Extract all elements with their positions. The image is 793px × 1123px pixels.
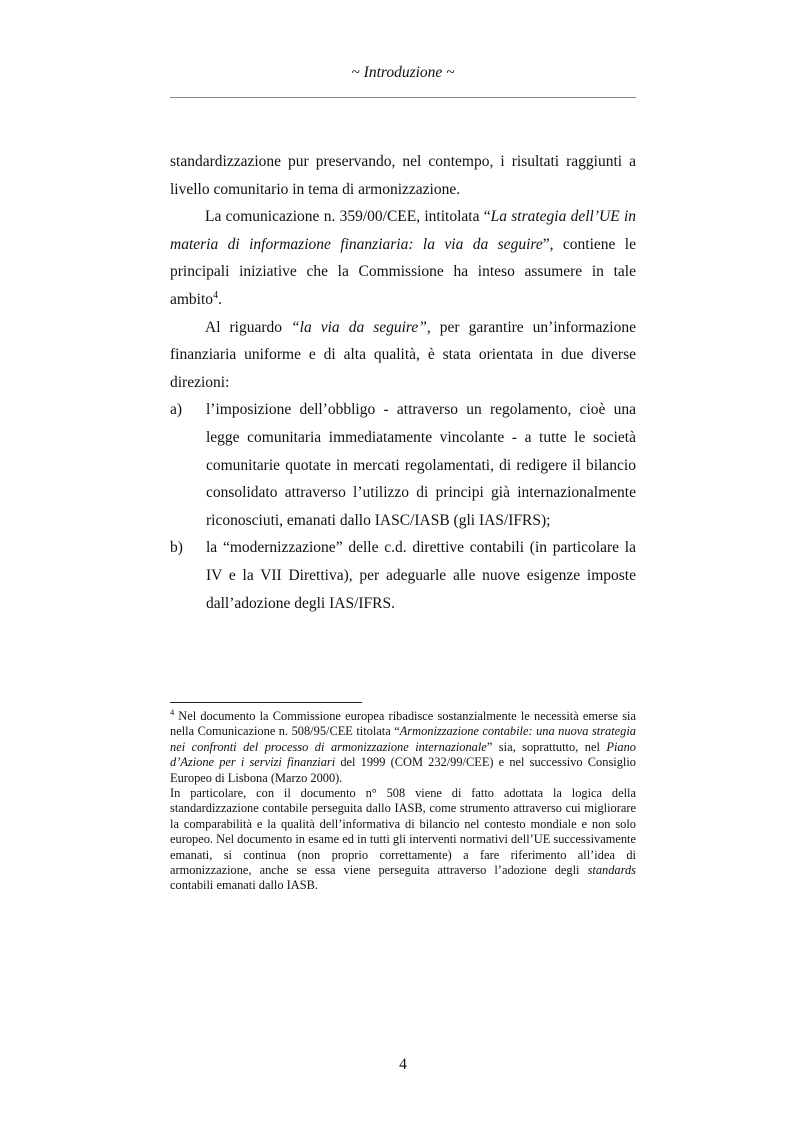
paragraph-2-end: .: [218, 290, 222, 308]
footnote-p2-italic: standards: [587, 863, 636, 878]
footnote-ref-4[interactable]: 4: [213, 289, 219, 301]
paragraph-3-text-b: , per garantire un’informazione finanziaria uniforme e di alta qualità, è stata orientata in due diverse direzioni:: [170, 318, 636, 391]
paragraph-1: standardizzazione pur preservando, nel contempo, i risultati raggiunti a livello comunitario in tema di armonizzazione.: [170, 153, 636, 198]
paragraph-2-text-b: ”, contiene le principali iniziative che la Commissione ha inteso assumere in tale ambito: [170, 235, 636, 308]
paragraph-3: [170, 314, 636, 397]
list-marker-a: a): [170, 401, 183, 419]
footnote-p1-italic-2: Piano d’Azione per i servizi finanziari: [170, 739, 636, 770]
paragraph-2-text-a: La comunicazione n. 359/00/CEE, intitolata “: [205, 208, 491, 226]
list-marker-b: b): [170, 539, 183, 557]
paragraph-3-text-a: Al riguardo: [205, 318, 292, 336]
list-item-b: [170, 534, 636, 617]
footnote-rule: [170, 702, 362, 703]
footnote-4: [170, 706, 636, 894]
footnote-p2-b: contabili emanati dallo IASB.: [170, 878, 318, 893]
header-rule: [170, 97, 636, 98]
running-header: ~ Introduzione ~: [351, 64, 455, 81]
footnote-p1-a: Nel documento la Commissione europea ribadisce sostanzialmente le necessità emerse sia nella Comunicazione n. 508/95/CEE titolata “: [170, 709, 636, 739]
list-item-a-text: l’imposizione dell’obbligo - attraverso un regolamento, cioè una legge comunitaria immediatamente vincolante - a tutte le società comunitarie quotate in mercati regolamentati, di redigere il bilancio consolidato attraverso l’utilizzo di principi già internazionalmente riconosciuti, emanati dallo IASC/IASB (gli IAS/IFRS);: [206, 401, 636, 529]
list-item-b-text: la “modernizzazione” delle c.d. direttive contabili (in particolare la IV e la VII Direttiva), per adeguarle alle nuove esigenze imposte dall’adozione degli IAS/IFRS.: [206, 539, 636, 612]
paragraph-2-title: La strategia dell’UE in materia di informazione finanziaria: la via da seguire: [170, 208, 637, 253]
body-text: [170, 148, 636, 617]
footnote-number: 4: [170, 706, 175, 717]
paragraph-2: [170, 203, 636, 313]
footnote-p1-b: ” sia, soprattutto, nel: [486, 739, 607, 754]
footnote-p2-a: In particolare, con il documento n° 508 viene di fatto adottata la logica della standardizzazione contabile perseguita dallo IASB, come strumento attraverso cui migliorare la comparabilità e la qualità dell’informativa di bilancio nel contesto mondiale e non solo europeo. Nel documento in esame ed in tutti gli interventi normativi dell’UE successivamente emanati, si continua (non proprio correttamente) a fare riferimento all’idea di armonizzazione, anche se essa viene perseguita attraverso l’adozione degli: [170, 786, 636, 878]
page-number: 4: [399, 1056, 407, 1073]
paragraph-3-quote: “la via da seguire”: [291, 318, 427, 336]
footnote-p1-c: del 1999 (COM 232/99/CEE) e nel successivo Consiglio Europeo di Lisbona (Marzo 2000).: [170, 755, 636, 785]
list-item-a: [170, 396, 636, 534]
footnote-paragraph-2: [170, 786, 636, 894]
footnote-paragraph-1: [170, 706, 636, 786]
footnote-p1-italic-1: Armonizzazione contabile: una nuova strategia nei confronti del processo di armonizzazione internazionale: [170, 724, 636, 754]
